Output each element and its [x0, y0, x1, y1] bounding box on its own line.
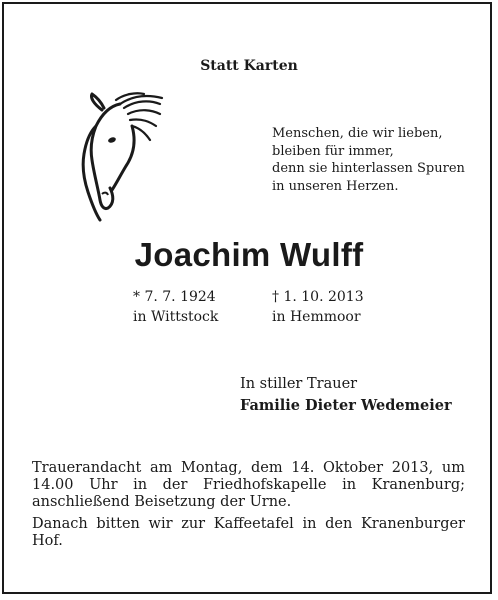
horse-head-icon: [70, 92, 170, 224]
service-details: [32, 460, 465, 555]
mourners-block: [240, 373, 452, 417]
death-info: [272, 287, 364, 327]
deceased-name: Joachim Wulff: [134, 236, 364, 273]
birth-date: * 7. 7. 1924: [133, 289, 216, 305]
verse-line: in unseren Herzen.: [272, 178, 399, 194]
family-name: Familie Dieter Wedemeier: [240, 397, 452, 414]
death-place: in Hemmoor: [272, 309, 361, 325]
notice-heading: Statt Karten: [200, 58, 298, 74]
birth-place: in Wittstock: [133, 309, 219, 325]
mourning-line: In stiller Trauer: [240, 376, 358, 392]
reception-text: Danach bitten wir zur Kaffeetafel in den Kranenburger Hof.: [32, 516, 465, 549]
verse-line: bleiben für immer,: [272, 143, 394, 159]
birth-info: [133, 287, 218, 327]
memorial-verse: [272, 125, 465, 195]
verse-line: denn sie hinterlassen Spuren: [272, 161, 465, 176]
death-date: † 1. 10. 2013: [272, 289, 364, 305]
service-text: Trauerandacht am Montag, dem 14. Oktober 2013, um 14.00 Uhr in der Friedhofskapelle in Kranenburg; anschließend Beisetzung der Urne.: [32, 460, 465, 510]
verse-line: Menschen, die wir lieben,: [272, 126, 443, 141]
